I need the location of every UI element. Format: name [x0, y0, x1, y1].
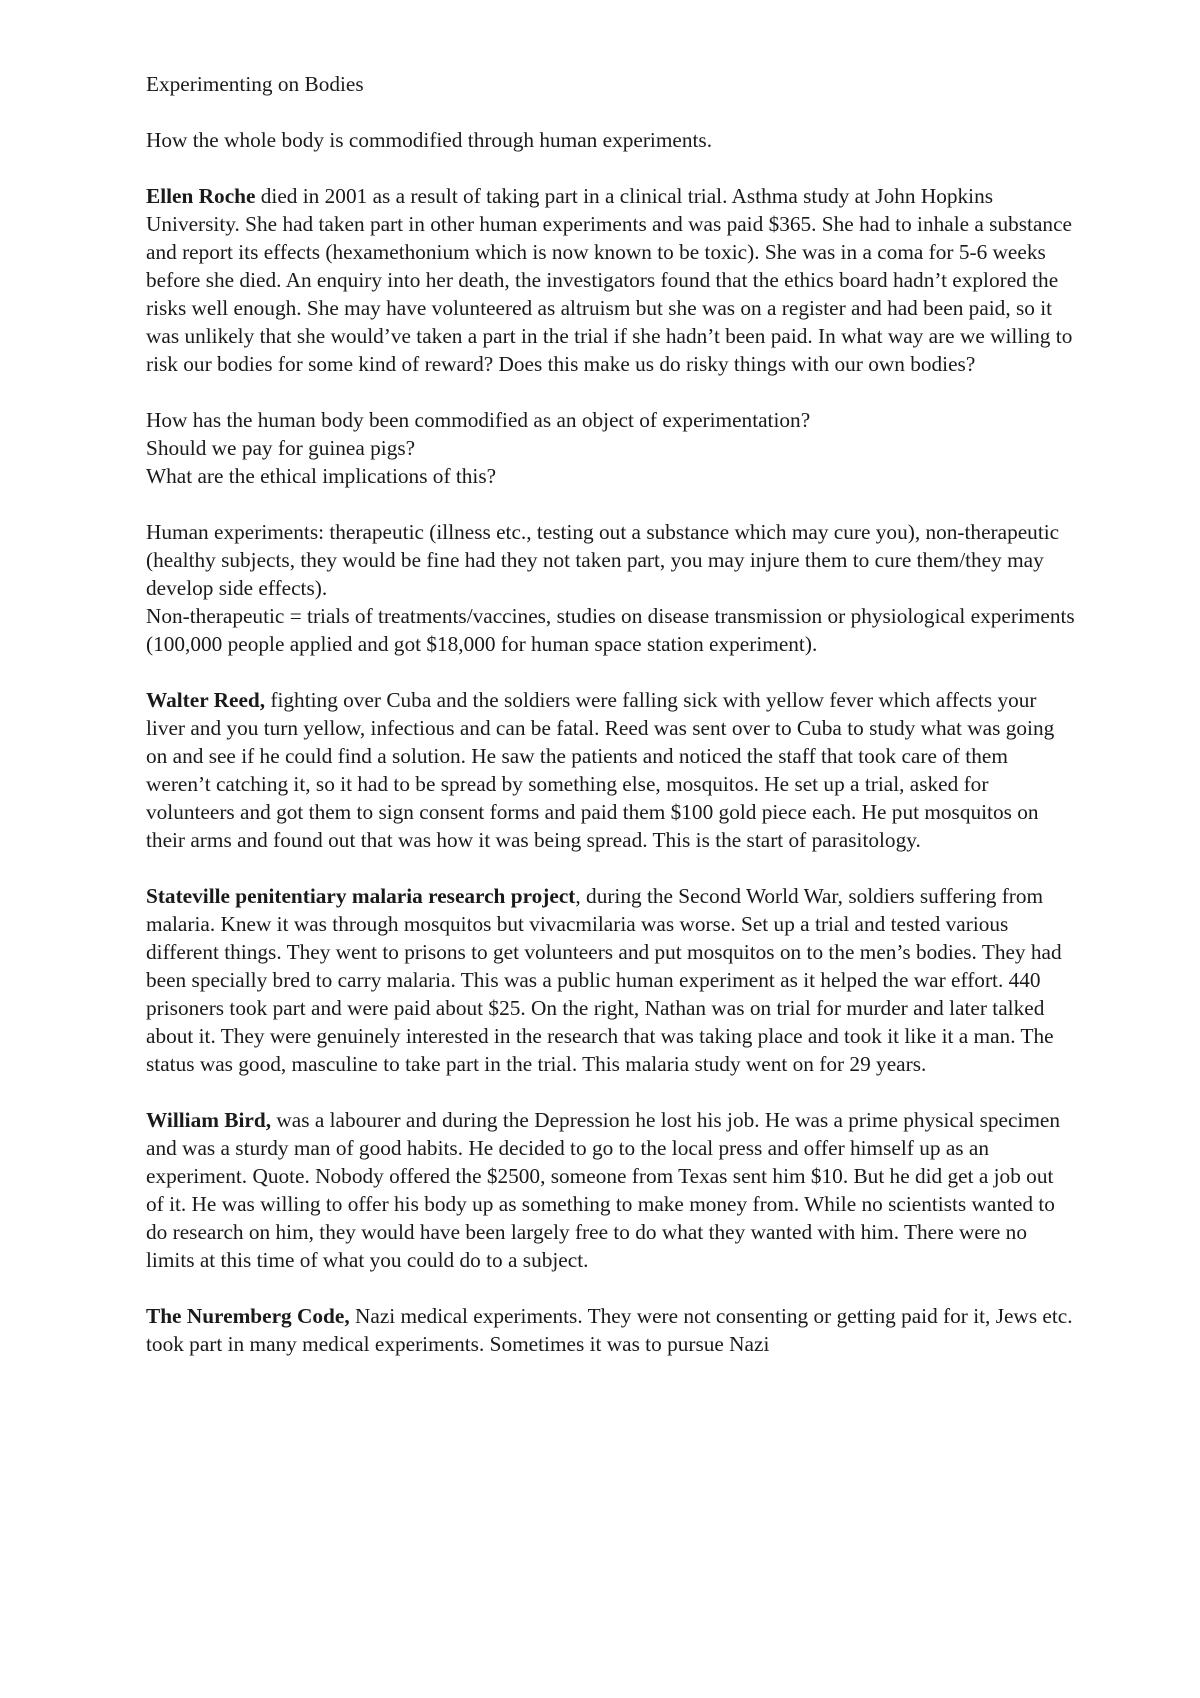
paragraph-walter-reed	[146, 686, 1076, 854]
question-2: Should we pay for guinea pigs?	[146, 436, 416, 460]
questions-block	[146, 406, 1076, 490]
paragraph-ellen-roche	[146, 182, 1076, 378]
question-1: How has the human body been commodified as an object of experimentation?	[146, 408, 811, 432]
question-3: What are the ethical implications of this?	[146, 464, 497, 488]
text-ellen-roche: died in 2001 as a result of taking part in a clinical trial. Asthma study at John Hopkins University. She had taken part in other human experiments and was paid $365. She had to inhale a substance and report its effects (hexamethonium which is now known to be toxic). She was in a coma for 5-6 weeks before she died. An enquiry into her death, the investigators found that the ethics board hadn’t explored the risks well enough. She may have volunteered as altruism but she was on a register and had been paid, so it was unlikely that she would’ve taken a part in the trial if she hadn’t been paid. In what way are we willing to risk our bodies for some kind of reward? Does this make us do risky things with our own bodies?	[146, 184, 1073, 376]
experiment-types-line-2: Non-therapeutic = trials of treatments/vaccines, studies on disease transmission or physiological experiments (100,000 people applied and got $18,000 for human space station experiment).	[146, 604, 1075, 656]
experiment-types-block	[146, 518, 1076, 658]
document-page	[146, 70, 1076, 1358]
paragraph-nuremberg	[146, 1302, 1076, 1358]
text-william-bird: was a labourer and during the Depression he lost his job. He was a prime physical specimen and was a sturdy man of good habits. He decided to go to the local press and offer himself up as an experiment. Quote. Nobody offered the $2500, someone from Texas sent him $10. But he did get a job out of it. He was willing to offer his body up as something to make money from. While no scientists wanted to do research on him, they would have been largely free to do what they wanted with him. There were no limits at this time of what you could do to a subject.	[146, 1108, 1061, 1272]
heading-william-bird: William Bird,	[146, 1108, 272, 1132]
document-subtitle: How the whole body is commodified through human experiments.	[146, 128, 713, 152]
text-stateville: , during the Second World War, soldiers suffering from malaria. Knew it was through mosquitos but vivacmilaria was worse. Set up a trial and tested various different things. They went to prisons to get volunteers and put mosquitos on to the men’s bodies. They had been specially bred to carry malaria. This was a public human experiment as it helped the war effort. 440 prisoners took part and were paid about $25. On the right, Nathan was on trial for murder and later talked about it. They were genuinely interested in the research that was taking place and took it like it a man. The status was good, masculine to take part in the trial. This malaria study went on for 29 years.	[146, 884, 1062, 1076]
text-nuremberg: Nazi medical experiments. They were not consenting or getting paid for it, Jews etc. took part in many medical experiments. Sometimes it was to pursue Nazi	[146, 1304, 1073, 1356]
paragraph-william-bird	[146, 1106, 1076, 1274]
paragraph-stateville	[146, 882, 1076, 1078]
heading-stateville: Stateville penitentiary malaria research project	[146, 884, 576, 908]
experiment-types-line-1: Human experiments: therapeutic (illness etc., testing out a substance which may cure you), non-therapeutic (healthy subjects, they would be fine had they not taken part, you may injure them to cure them/they may develop side effects).	[146, 520, 1060, 600]
heading-walter-reed: Walter Reed,	[146, 688, 266, 712]
heading-ellen-roche: Ellen Roche	[146, 184, 256, 208]
document-title: Experimenting on Bodies	[146, 72, 364, 96]
heading-nuremberg: The Nuremberg Code,	[146, 1304, 350, 1328]
text-walter-reed: fighting over Cuba and the soldiers were falling sick with yellow fever which affects your liver and you turn yellow, infectious and can be fatal. Reed was sent over to Cuba to study what was going on and see if he could find a solution. He saw the patients and noticed the staff that took care of them weren’t catching it, so it had to be spread by something else, mosquitos. He set up a trial, asked for volunteers and got them to sign consent forms and paid them $100 gold piece each. He put mosquitos on their arms and found out that was how it was being spread. This is the start of parasitology.	[146, 688, 1055, 852]
